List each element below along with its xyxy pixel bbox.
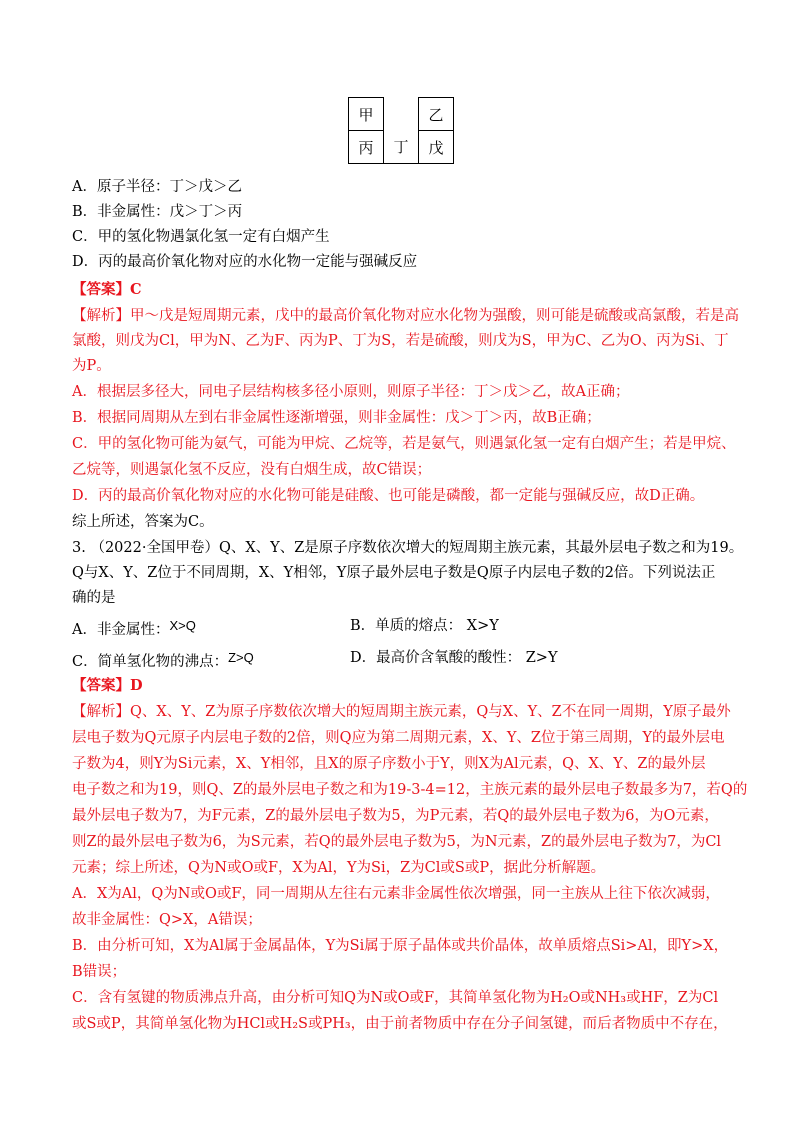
q3-option-c-formula: Z>Q xyxy=(228,650,254,665)
periodic-table-fragment xyxy=(348,97,454,164)
q2-option-b: B．非金属性：戊＞丁＞丙 xyxy=(72,204,243,220)
q3-stem-line: 确的是 xyxy=(72,590,116,606)
q2-analysis-line: 氯酸，则戊为Cl，甲为N、乙为F、丙为P、丁为S，若是硫酸，则戊为S，甲为C、乙为O、丙为Si、丁 xyxy=(72,333,729,349)
cell-yi: 乙 xyxy=(419,98,454,131)
q3-analysis-line-c1: C．含有氢键的物质沸点升高，由分析可知Q为N或O或F，其简单氢化物为H₂O或NH₃或HF，Z为Cl xyxy=(72,990,719,1006)
q2-answer: 【答案】C xyxy=(72,281,142,298)
q3-analysis-line: 故非金属性：Q>X，A错误； xyxy=(72,912,262,928)
q3-analysis-line: 电子数之和为19，则Q、Z的最外层电子数之和为19-3-4=12，主族元素的最外层电子数最多为7，若Q的 xyxy=(72,782,748,798)
q3-analysis-line: 子数为4，则Y为Si元素，X、Y相邻，且X的原子序数小于Y，则X为Al元素，Q、X、Y、Z的最外层 xyxy=(72,756,706,772)
cell-wu: 戊 xyxy=(419,131,454,164)
q2-analysis-line: A．根据层多径大，同电子层结构核多径小原则，则原子半径：丁＞戊＞乙，故A正确； xyxy=(72,384,630,400)
q2-analysis-line: B．根据同周期从左到右非金属性逐渐增强，则非金属性：戊＞丁＞丙，故B正确； xyxy=(72,410,601,426)
q3-analysis-line: A．X为Al，Q为N或O或F，同一周期从左往右元素非金属性依次增强，同一主族从上往下依次减弱， xyxy=(72,886,720,902)
q3-option-b: B．单质的熔点： X>Y xyxy=(350,618,499,634)
q2-analysis-line: 乙烷等，则遇氯化氢不反应，没有白烟生成，故C错误； xyxy=(72,462,432,478)
cell-jia: 甲 xyxy=(349,98,384,131)
q3-analysis-line: 层电子数为Q元原子内层电子数的2倍，则Q应为第二周期元素，X、Y、Z位于第三周期，Y的最外层电 xyxy=(72,730,725,746)
q3-stem-line: Q与X、Y、Z位于不同周期，X、Y相邻，Y原子最外层电子数是Q原子内层电子数的2倍。下列说法正 xyxy=(72,565,716,581)
q2-option-d: D．丙的最高价氧化物对应的水化物一定能与强碱反应 xyxy=(72,254,418,270)
q3-answer: 【答案】D xyxy=(72,677,143,694)
cell-ding: 丁 xyxy=(384,131,419,164)
q3-analysis-line: 最外层电子数为7，为F元素，Z的最外层电子数为5，为P元素，若Q的最外层电子数为6，为O元素， xyxy=(72,808,719,824)
cell-bing: 丙 xyxy=(349,131,384,164)
q2-analysis-line: 【解析】甲～戊是短周期元素，戊中的最高价氧化物对应水化物为强酸，则可能是硫酸或高氯酸，若是高 xyxy=(72,308,739,324)
q3-analysis-line: B错误； xyxy=(72,964,127,980)
q3-analysis-line: 【解析】Q、X、Y、Z为原子序数依次增大的短周期主族元素，Q与X、Y、Z不在同一周期，Y原子最外 xyxy=(72,704,731,720)
q3-option-a-formula: X>Q xyxy=(169,618,196,633)
q3-option-a-label: A．非金属性： xyxy=(72,622,170,638)
q3-analysis-line: 则Z的最外层电子数为6，为S元素，若Q的最外层电子数为5，为N元素，Z的最外层电子数为7，为Cl xyxy=(72,834,722,850)
q3-option-d: D．最高价含氧酸的酸性： Z>Y xyxy=(350,650,558,666)
q3-stem-line: 3. （2022·全国甲卷）Q、X、Y、Z是原子序数依次增大的短周期主族元素，其最外层电子数之和为19。 xyxy=(72,540,744,556)
q3-option-c-label: C．简单氢化物的沸点： xyxy=(72,654,229,670)
q3-analysis-line-c2: 或S或P，其简单氢化物为HCl或H₂S或PH₃，由于前者物质中存在分子间氢键，而后者物质中不存在， xyxy=(72,1016,728,1032)
q2-analysis-line: C．甲的氢化物可能为氨气，可能为甲烷、乙烷等，若是氨气，则遇氯化氢一定有白烟产生；若是甲烷、 xyxy=(72,436,736,452)
q3-option-c xyxy=(72,648,254,672)
q3-analysis-line: 元素；综上所述，Q为N或O或F，X为Al，Y为Si，Z为Cl或S或P，据此分析解题。 xyxy=(72,860,606,876)
q3-option-a xyxy=(72,616,196,640)
q2-analysis-line: 为P。 xyxy=(72,358,111,374)
q2-analysis-line: D．丙的最高价氧化物对应的水化物可能是硅酸、也可能是磷酸，都一定能与强碱反应，故D正确。 xyxy=(72,488,705,504)
q2-summary: 综上所述，答案为C。 xyxy=(72,514,214,530)
cell-empty xyxy=(384,98,419,131)
q2-option-c: C．甲的氢化物遇氯化氢一定有白烟产生 xyxy=(72,229,330,245)
q2-option-a: A．原子半径：丁＞戊＞乙 xyxy=(72,179,242,195)
q3-analysis-line: B．由分析可知，X为Al属于金属晶体，Y为Si属于原子晶体或共价晶体，故单质熔点Si>Al，即Y>X， xyxy=(72,938,729,954)
